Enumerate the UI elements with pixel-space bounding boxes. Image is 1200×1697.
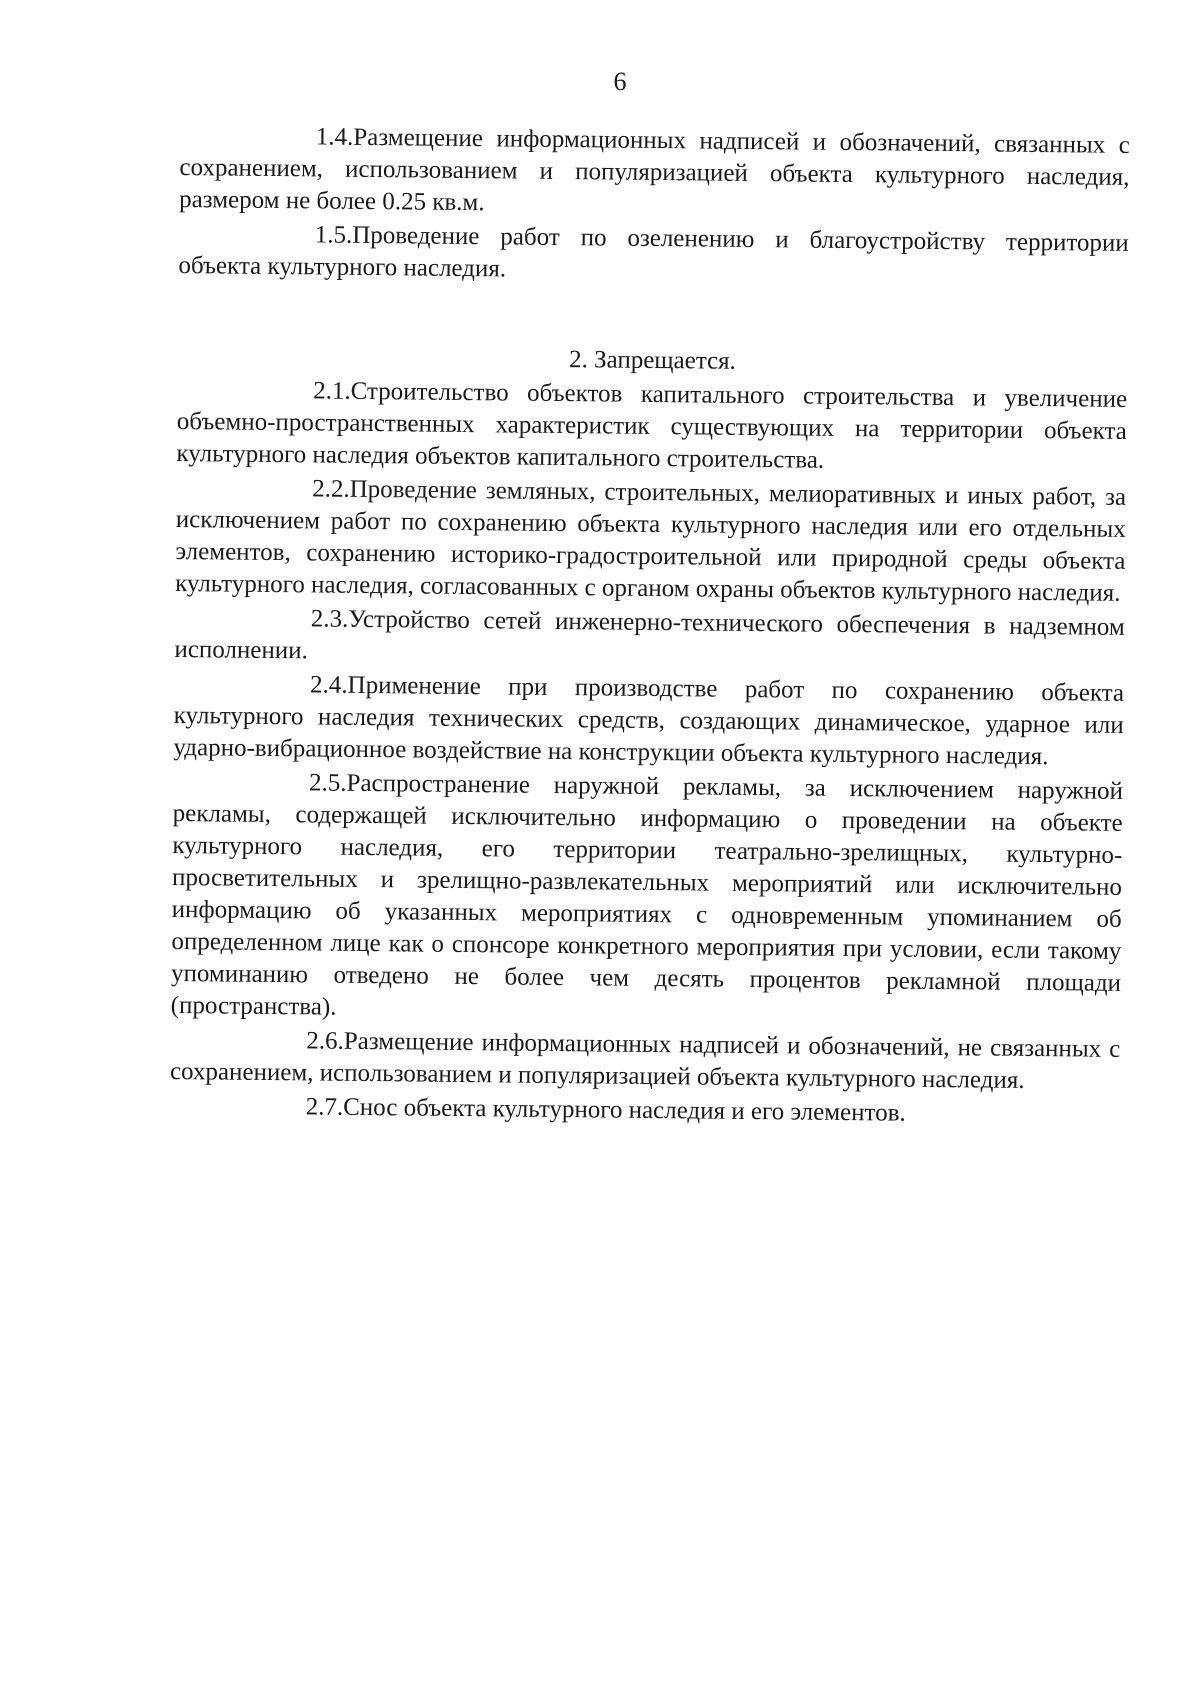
item-text: Распространение наружной рекламы, за исключением наружной рекламы, содержащей исключительно информацию о проведении на объекте культурного наследия, его территории театрально-зрелищных, культурно-просветительных и зрелищно-развлекательных мероприятий или исключительно информацию об указанных мероприятиях с одновременным упоминанием об определенном лице как о спонсоре конкретного мероприятия при условии, если такому упоминанию отведено не более чем десять процентов рекламной площади (пространства).: [170, 769, 1124, 1021]
item-number: 2.4.: [309, 671, 348, 699]
item-1-5: [178, 218, 1129, 292]
item-number: 2.6.: [306, 1027, 345, 1055]
item-number: 2.7.: [305, 1093, 344, 1121]
item-text: Снос объекта культурного наследия и его элементов.: [343, 1093, 906, 1127]
item-2-5: [171, 766, 1124, 1032]
item-number: 1.5.: [314, 221, 353, 249]
item-text: Размещение информационных надписей и обозначений, связанных с сохранением, использованием и популяризацией объекта культурного наследия, размером не более 0.25 кв.м.: [179, 123, 1130, 217]
item-text: Проведение работ по озеленению и благоустройству территории объекта культурного наследия.: [178, 221, 1129, 283]
item-2-4: [173, 668, 1124, 774]
item-number: 2.1.: [313, 377, 351, 405]
item-number: 2.3.: [310, 605, 349, 633]
item-text: Проведение земляных, строительных, мелиоративных и иных работ, за исключением работ по сохранению объекта культурного наследия или его отдельных элементов, сохранению историко-градостроительной или природной среды объекта культурного наследия, согласованных с органом охраны объектов культурного наследия.: [175, 475, 1127, 607]
item-2-2: [175, 472, 1126, 610]
item-number: 2.5.: [308, 769, 347, 797]
item-text: Размещение информационных надписей и обозначений, не связанных с сохранением, использованием и популяризацией объекта культурного наследия.: [169, 1027, 1121, 1094]
page-number: 6: [613, 67, 627, 96]
section-heading-prohibited: 2. Запрещается.: [568, 346, 737, 375]
item-2-1: [176, 374, 1127, 480]
item-text: Применение при производстве работ по сохранению объекта культурного наследия технических средств, создающих динамическое, ударное или ударно-вибрационное воздействие на конструкции объекта культурного наследия.: [173, 671, 1125, 771]
item-1-4: [179, 120, 1130, 226]
item-2-3: [174, 602, 1125, 676]
item-number: 2.2.: [312, 475, 350, 503]
item-text: Строительство объектов капитального строительства и увеличение объемно-пространственных характеристик существующих на территории объекта культурного наследия объектов капитального строительства.: [176, 377, 1128, 474]
document-body: [169, 120, 1129, 1134]
item-2-6: [170, 1024, 1121, 1098]
item-number: 1.4.: [315, 123, 354, 151]
item-text: Устройство сетей инженерно-технического обеспечения в надземном исполнении.: [174, 605, 1125, 665]
